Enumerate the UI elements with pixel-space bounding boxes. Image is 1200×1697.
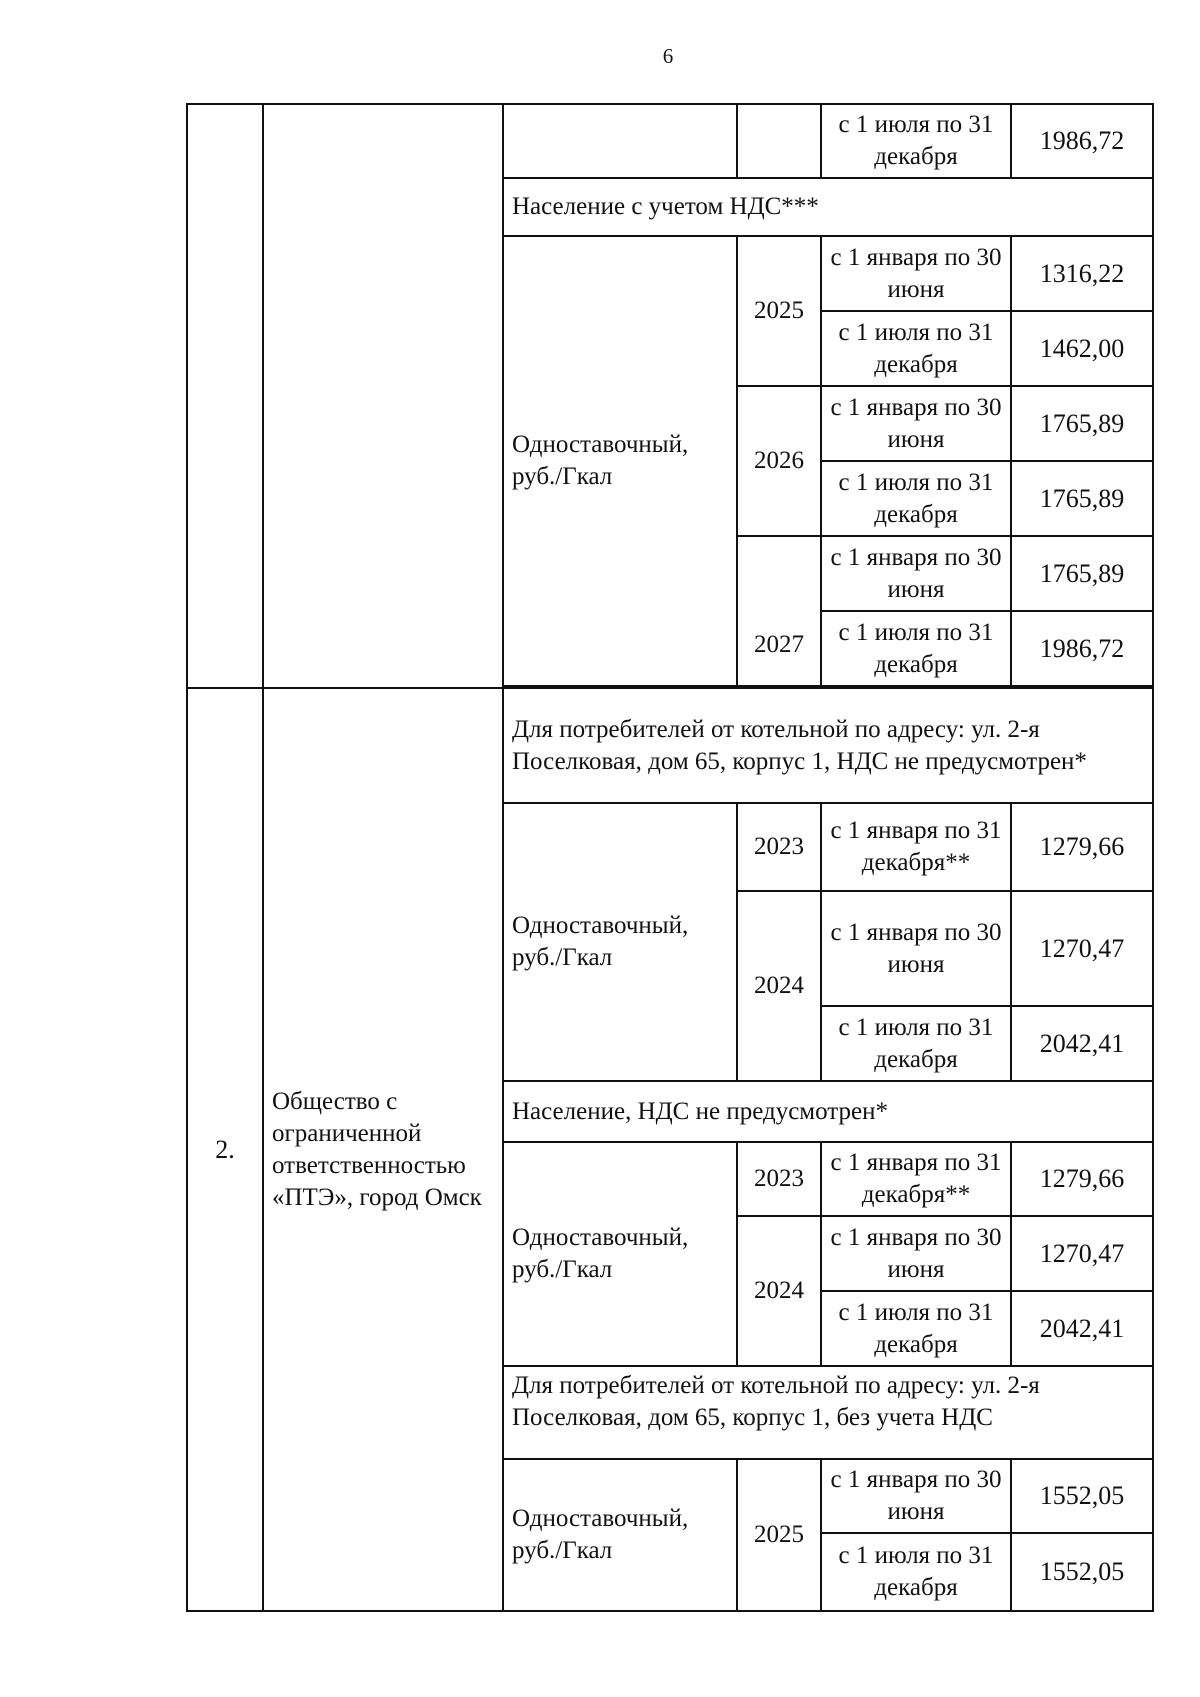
price-cell: 1270,47 (1011, 1216, 1153, 1291)
tariff-type: Одноставочный, руб./Гкал (503, 1459, 737, 1611)
price-cell: 1986,72 (1011, 104, 1153, 178)
period-cell: с 1 января по 30 июня (821, 891, 1011, 1006)
row-number: 2. (187, 688, 263, 1611)
price-cell: 1552,05 (1011, 1533, 1153, 1611)
period-cell: с 1 января по 30 июня (821, 536, 1011, 611)
price-cell: 1765,89 (1011, 386, 1153, 461)
section-title-row (187, 688, 1153, 803)
year-cell: 2024 (737, 891, 821, 1081)
price-cell: 1279,66 (1011, 803, 1153, 891)
period-cell: с 1 июля по 31 декабря (821, 104, 1011, 178)
price-cell: 1986,72 (1011, 611, 1153, 686)
tariff-table (186, 103, 1154, 1612)
period-cell: с 1 января по 30 июня (821, 1216, 1011, 1291)
organization-name (263, 688, 503, 1611)
price-cell: 1279,66 (1011, 1142, 1153, 1216)
year-cell (737, 104, 821, 178)
period-cell: с 1 июля по 31 декабря (821, 461, 1011, 536)
period-cell: с 1 января по 30 июня (821, 236, 1011, 311)
tariff-type: Одноставочный, руб./Гкал (503, 803, 737, 1081)
table-row (187, 104, 1153, 178)
section-title: Население, НДС не предусмотрен* (503, 1081, 1153, 1142)
page-number: 6 (662, 44, 674, 68)
period-cell: с 1 января по 31 декабря** (821, 1142, 1011, 1216)
year-cell: 2027 (737, 536, 821, 686)
period-cell: с 1 июля по 31 декабря (821, 1533, 1011, 1611)
year-cell: 2024 (737, 1216, 821, 1366)
year-cell: 2025 (737, 1459, 821, 1611)
price-cell: 1765,89 (1011, 461, 1153, 536)
year-cell: 2026 (737, 386, 821, 536)
year-cell: 2023 (737, 803, 821, 891)
period-cell: с 1 июля по 31 декабря (821, 1006, 1011, 1081)
tariff-type: Одноставочный, руб./Гкал (503, 236, 737, 686)
section-title: Для потребителей от котельной по адресу: ул. 2-я Поселковая, дом 65, корпус 1, НДС не предусмотрен* (503, 688, 1153, 803)
tariff-type: Одноставочный, руб./Гкал (503, 1142, 737, 1366)
price-cell: 2042,41 (1011, 1291, 1153, 1366)
price-cell: 1552,05 (1011, 1459, 1153, 1533)
price-cell: 1765,89 (1011, 536, 1153, 611)
organization-name-text: Общество с ограниченной ответственностью «ПТЭ», город Омск (272, 1087, 482, 1211)
price-cell: 2042,41 (1011, 1006, 1153, 1081)
period-cell: с 1 июля по 31 декабря (821, 611, 1011, 686)
section-title-text: Для потребителей от котельной по адресу: ул. 2-я Поселковая, дом 65, корпус 1, без учета НДС (512, 1372, 1040, 1431)
period-cell: с 1 июля по 31 декабря (821, 311, 1011, 386)
period-cell: с 1 января по 30 июня (821, 386, 1011, 461)
price-cell: 1462,00 (1011, 311, 1153, 386)
period-cell: с 1 июля по 31 декабря (821, 1291, 1011, 1366)
row-number-cell (187, 104, 263, 688)
section-title: Население с учетом НДС*** (503, 178, 1153, 236)
section-title (503, 1366, 1153, 1459)
year-cell: 2025 (737, 236, 821, 386)
organization-cell (263, 104, 503, 688)
price-cell: 1316,22 (1011, 236, 1153, 311)
tariff-type-cell (503, 104, 737, 178)
price-cell: 1270,47 (1011, 891, 1153, 1006)
year-cell: 2023 (737, 1142, 821, 1216)
period-cell: с 1 января по 31 декабря** (821, 803, 1011, 891)
period-cell: с 1 января по 30 июня (821, 1459, 1011, 1533)
